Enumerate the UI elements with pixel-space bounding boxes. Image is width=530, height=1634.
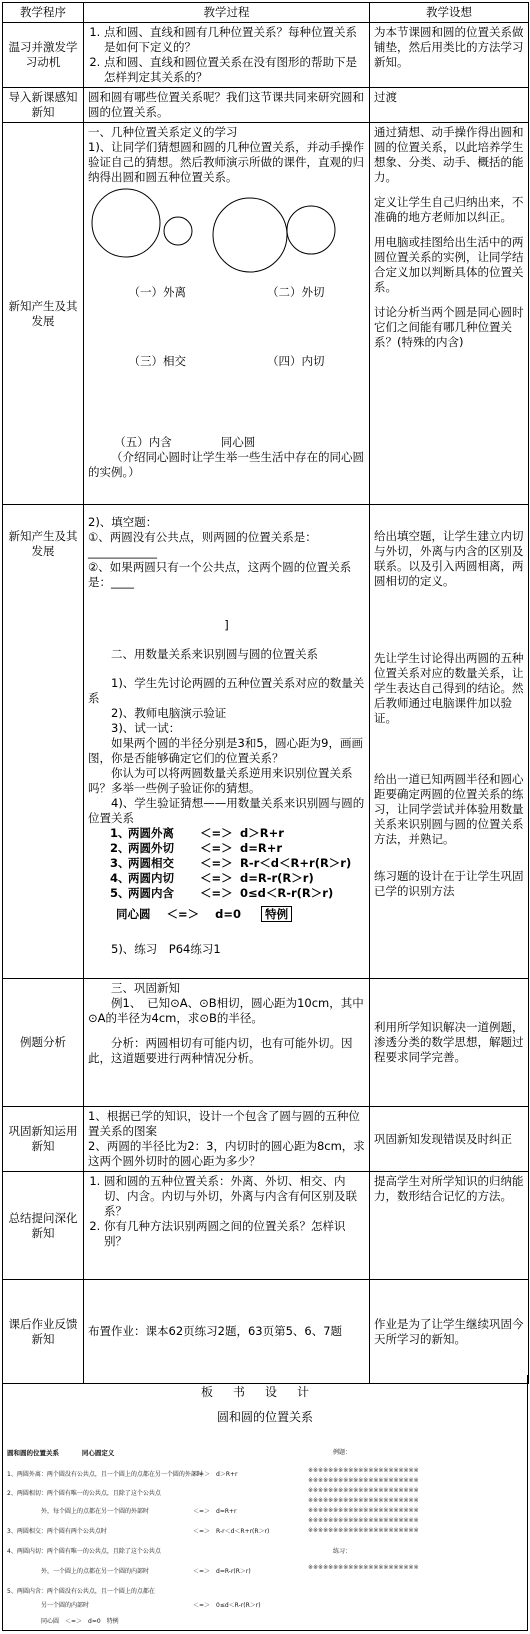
board-cond: ＜=＞ 0≤d＜R-r(R＞r) [193, 1602, 261, 1609]
idea-cell: 利用所学知识解决一道例题，渗透分类的数学思想，解题过程要求同学完善。 [370, 979, 529, 1107]
stage-cell [3, 505, 84, 979]
board-heading-right: 例题： [333, 1449, 352, 1456]
process-cell [84, 23, 370, 88]
idea-text: 给出填空题，让学生建立内切与外切，外离与内含的区别及联系。以及引入两圆相离，两圆相切的定义。 [374, 529, 524, 588]
step: 如果两个圆的半径分别是3和5，圆心距为9，画画图，你是否能够确定它们的位置关系？ [88, 736, 363, 765]
idea-cell: 提高学生对所学知识的归纳能力，数形结合记忆的方法。 [370, 1172, 529, 1280]
board-heading-mid: 同心圆定义 [81, 1449, 115, 1457]
header-idea: 教学设想 [370, 3, 529, 23]
board-heading-left: 圆和圆的位置关系 [7, 1449, 59, 1457]
board-line: 1、两圆外离：两个圆没有公共点，且一个圆上的点都在另一个圆的外部时 [7, 1471, 203, 1478]
step: 你认为可以将两圆数量关系逆用来识别位置关系吗？多举一些例子验证你的猜想。 [88, 766, 353, 795]
idea-text: 用电脑或挂图给出生活中的两圆位置关系的实例，让同学结合定义加以判断具体的位置关系。 [374, 235, 524, 294]
stage-cell: 课后作业反馈新知 [3, 1280, 84, 1384]
table-header [3, 3, 529, 23]
fill-question: ②、如果两圆只有一个公共点，这两个圆的位置关系是：____ [88, 560, 352, 589]
step: 5)、练习 P64练习1 [111, 942, 221, 956]
stage-cell: 导入新课感知新知 [3, 88, 84, 123]
idea-cell: 巩固新知发现错误及时纠正 [370, 1107, 529, 1172]
idea-cell: 为本节课圆和圆的位置关系做铺垫，然后用类比的方法学习新知。 [370, 23, 529, 88]
idea-cell: 过渡 [370, 88, 529, 123]
process-cell: 2)、填空题： ①、两圆没有公共点，则两圆的位置关系是： ____________ ②、如果两圆只有一个公共点，这两个圆的位置关系是：____ ] 二、用数量关系来识别圆与圆的位置关系 1)、学生先讨论两圆的五种位置关系对应的数量关系 2)、教师电脑演示验证 3)、试一试： 如果两个圆的半径分别是3和5，圆心距为9，画画图，你是否能够确定它们的位置关系？ 你认为可以将两圆数量关系逆用来识别位置关系吗？多举一些例子验证你的猜想。 4)、学生验证猜想——用数量关系来识别圆与圆的位置关系 1、 两圆外离 ＜=＞ d＞R+r 2、 两圆外切 ＜=＞ d=R+r 3、 两圆相交 ＜=＞ R-r＜d＜R+r(R＞r) 4、 两圆内切 ＜=＞ d=R-r(R＞r) 5、 两圆内含 ＜=＞ 0≤d＜R-r(R＞r) 同心圆 ＜=＞ d=0 特例 5)、练习 P64练习1 [84, 505, 370, 979]
example: 例1、 已知⊙A、⊙B相切，圆心距为10cm，其中⊙A的半径为4cm，求⊙B的半径。 [88, 996, 364, 1025]
fill-question: ①、两圆没有公共点，则两圆的位置关系是： [88, 530, 317, 544]
case-label: 同心圆 [220, 435, 256, 449]
circles-diagram [88, 185, 356, 277]
table-row [3, 979, 529, 1107]
stage-cell: 温习并激发学习动机 [3, 23, 84, 88]
analysis: 分析：两圆相切有可能内切，也有可能外切。因此，这道题要进行两种情况分析。 [88, 1036, 353, 1065]
board-cond: ＜=＞ d=R-r(R＞r) [193, 1568, 251, 1575]
section-heading: 三、巩固新知 [111, 981, 180, 995]
note: （介绍同心圆时让学生举一些生活中存在的同心圆的实例。） [88, 450, 364, 479]
idea-text: 讨论分析当两个圆是同心圆时它们之间能有哪几种位置关系？(特殊的内含) [374, 305, 524, 349]
process-cell: 布置作业：课本62页练习2题，63页第5、6、7题 [84, 1280, 370, 1384]
board-line: 5、两圆内含：两个圆没有公共点，且一个圆上的点都在 [7, 1588, 155, 1595]
board-line: 3、两圆相交：两个圆有两个公共点时 [7, 1528, 107, 1535]
paragraph: 1)、让同学们猜想圆和圆的几种位置关系，并动手操作验证自己的猜想。然后教师演示所做的课件，直观的归纳得出圆和圆五种位置关系。 [88, 140, 365, 184]
fill-title: 2)、填空题： [88, 515, 158, 529]
stage-cell: 例题分析 [3, 979, 84, 1107]
table-row [3, 23, 529, 88]
idea-cell [370, 123, 529, 505]
blackboard-design: 板书设计 圆和圆的位置关系 圆和圆的位置关系 同心圆定义 例题： 1、两圆外离：两个圆没有公共点，且一个圆上的点都在另一个圆的外部时 2、两圆相切：两个圆有唯一的公共点，且除了这个公共点 外，每个圆上的点都在另一个圆的外部时 3、两圆相交：两个圆有两个公共点时 4、两圆内切：两个圆有唯一的公共点，且除了这个公共点 外，一个圆上的点都在另一个圆的内部时 5、两圆内含：两个圆没有公共点，且一个圆上的点都在 另一个圆的内部时 同心圆 ＜=＞ d=0 特例 ＜=＞ d＞R+r ＜=＞ d=R+r ＜=＞ R-r＜d＜R+r(R＞r) ＜=＞ d=R-r(R＞r) ＜=＞ 0≤d＜R-r(R＞r) 练习： ※※※※※※※※※※※※※※※※※※※※※※ ※※※※※※※※※※※※※※※※※※※※※※ ※※※※※※※※※※※※※※※※※※※※※※ ※※※※※※※※※※※※※※※※※※※※※※ ※※※※※※※※※※※※※※※※※※※※※※ ※※※※※※※※※※※※※※※※※※※※※※ ※※※※※※※※※※※※※※※※※※※※※※ ※※※※※※※※※※※※※※※※※※※※※※ [2, 1375, 528, 1631]
lesson-table [2, 2, 529, 1384]
table-row [3, 1172, 529, 1280]
process-cell [84, 1107, 370, 1172]
board-title: 板书设计 [200, 1385, 329, 1399]
table-row [3, 1280, 529, 1384]
idea-text: 通过猜想、动手操作得出圆和圆的位置关系，以此培养学生想象、分类、动手、概括的能力。 [374, 125, 524, 184]
lesson-plan-page [2, 2, 526, 1630]
review-question: 1. 点和圆、直线和圆有几种位置关系？每种位置关系是如何下定义的？ [104, 25, 365, 55]
case-label: （四）内切 [267, 354, 325, 368]
section-heading: 二、用数量关系来识别圆与圆的位置关系 [111, 647, 318, 661]
step: 3)、试一试： [111, 721, 181, 735]
relation-row: 3、 两圆相交 ＜=＞ R-r＜d＜R+r(R＞r) [110, 856, 352, 870]
review-question: 2. 点和圆、直线和圆位置关系在没有图形的帮助下是怎样判定其关系的？ [104, 55, 365, 85]
stage-cell: 新知产生及其发展 [3, 123, 84, 505]
board-cond: ＜=＞ d=R+r [193, 1508, 237, 1515]
board-line: 外，每个圆上的点都在另一个圆的外部时 [41, 1508, 150, 1515]
table-row [3, 1107, 529, 1172]
header-stage: 教学程序 [3, 3, 84, 23]
header-process: 教学过程 [84, 3, 370, 23]
board-practice: 练习： [333, 1548, 352, 1555]
table-row [3, 123, 529, 505]
relation-row: 2、 两圆外切 ＜=＞ d=R+r [110, 841, 283, 855]
relations-list [88, 826, 365, 922]
concentric-row: 同心圆 ＜=＞ d=0 特例 [110, 907, 365, 922]
board-subtitle: 圆和圆的位置关系 [216, 1410, 313, 1424]
process-cell [84, 123, 370, 505]
step: 2)、教师电脑演示验证 [111, 706, 227, 720]
special-case-box: 特例 [261, 906, 292, 922]
section-heading: 一、几种位置关系定义的学习 [88, 125, 238, 139]
step: 1)、学生先讨论两圆的五种位置关系对应的数量关系 [88, 676, 365, 705]
idea-cell: 作业是为了让学生继续巩固今天所学习的新知。 [370, 1280, 529, 1384]
case-label: （一）外离 [128, 285, 186, 299]
idea-text: 定义让学生自己归纳出来，不准确的地方老师加以纠正。 [374, 195, 524, 224]
idea-text: 给出一道已知两圆半径和圆心距要确定两圆的位置关系的练习，让同学尝试并体验用数量关系来识别圆与圆的位置关系方法，并熟记。 [374, 772, 524, 846]
idea-text: 先让学生讨论得出两圆的五种位置关系对应的数量关系，让学生表达自己得到的结论。然后教师通过电脑课件加以验证。 [374, 651, 524, 725]
relation-row: 1、 两圆外离 ＜=＞ d＞R+r [110, 826, 284, 840]
board-cond: ＜=＞ R-r＜d＜R+r(R＞r) [193, 1528, 270, 1535]
case-label: （五）内含 [114, 435, 172, 449]
task: 2、两圆的半径比为2：3，内切时的圆心距为8cm，求这两个圆外切时的圆心距为多少？ [88, 1139, 365, 1168]
idea-text: 练习题的设计在于让学生巩固已学的识别方法 [374, 869, 524, 898]
case-label: （二）外切 [267, 285, 325, 299]
stage-cell: 总结提问深化新知 [3, 1172, 84, 1280]
table-row [3, 88, 529, 123]
board-line: 外，一个圆上的点都在另一个圆的内部时 [41, 1568, 150, 1575]
board-line: 4、两圆内切：两个圆有唯一的公共点，且除了这个公共点 [7, 1548, 161, 1555]
board-line: 另一个圆的内部时 [41, 1602, 90, 1609]
step: 4)、学生验证猜想——用数量关系来识别圆与圆的位置关系 [88, 796, 365, 825]
process-cell: 圆和圆有哪些位置关系呢？我们这节课共同来研究圆和圆的位置关系。 [84, 88, 370, 123]
summary-question: 1. 圆和圆的五种位置关系：外离、外切、相交、内切、内含。内切与外切，外离与内含有何区别及联系？ [104, 1174, 365, 1219]
board-cond: ＜=＞ d＞R+r [193, 1471, 238, 1478]
process-cell [84, 979, 370, 1107]
process-cell [84, 1172, 370, 1280]
board-line: 同心圆 ＜=＞ d=0 特例 [41, 1618, 119, 1625]
relation-row: 5、 两圆内含 ＜=＞ 0≤d＜R-r(R＞r) [110, 886, 334, 900]
bracket: ] [224, 618, 229, 632]
case-label: （三）相交 [128, 354, 186, 368]
relation-row: 4、 两圆内切 ＜=＞ d=R-r(R＞r) [110, 871, 314, 885]
task: 1、根据已学的知识，设计一个包含了圆与圆的五种位置关系的图案 [88, 1109, 360, 1138]
idea-cell [370, 505, 529, 979]
table-row [3, 505, 529, 979]
stage-cell: 巩固新知运用新知 [3, 1107, 84, 1172]
board-line: 2、两圆相切：两个圆有唯一的公共点，且除了这个公共点 [7, 1490, 161, 1497]
summary-question: 2. 你有几种方法识别两圆之间的位置关系？怎样识别？ [104, 1219, 365, 1249]
stage-label: 新知产生及其发展 [8, 529, 78, 558]
